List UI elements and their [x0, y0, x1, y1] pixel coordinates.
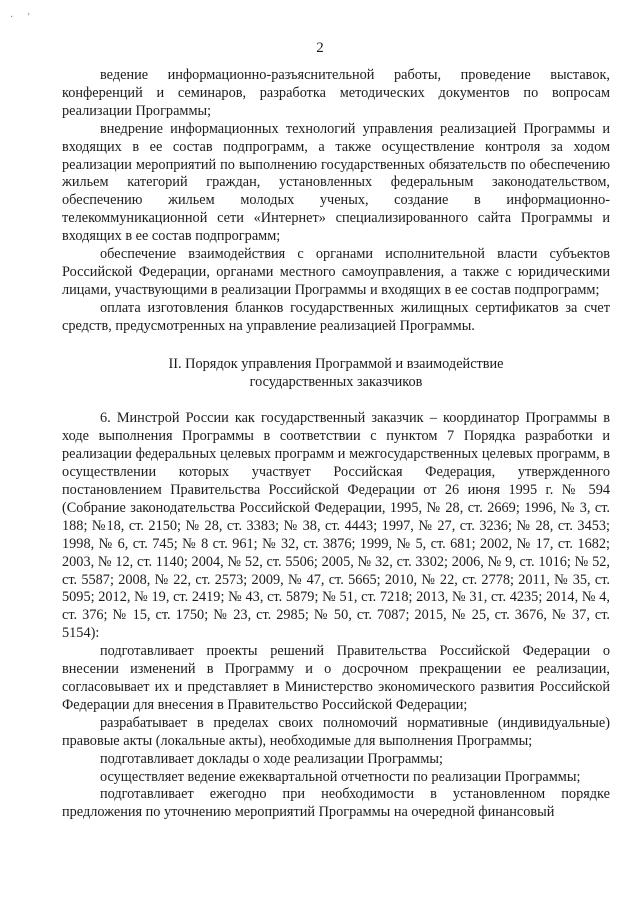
paragraph-legal-acts: разрабатывает в пределах своих полномочий нормативные (индивидуальные) правовые акты (локальные акты), необходимые для выполнения Программы; — [62, 714, 610, 749]
document-body — [62, 67, 610, 822]
paragraph-quarterly-reporting: осуществляет ведение ежеквартальной отчетности по реализации Программы; — [100, 768, 581, 785]
paragraph-draft-decisions: подготавливает проекты решений Правительства Российской Федерации о внесении изменений в Программу и о досрочном прекращении ее реализации, согласовывает их и представляет в Министерство экономического развития Российской Федерации для внесения в Правительство Российской Федерации; — [62, 643, 610, 713]
paragraph-info-work: ведение информационно-разъяснительной работы, проведение выставок, конференций и семинаров, разработка методических документов по вопросам реализации Программы; — [62, 67, 610, 119]
paragraph-annual-proposals: подготавливает ежегодно при необходимости в установленном порядке предложения по уточнению мероприятий Программы на очередной финансовый — [62, 786, 610, 821]
paragraph-interaction: обеспечение взаимодействия с органами исполнительной власти субъектов Российской Федерации, органами местного самоуправления, а также с юридическими лицами, участвующими в реализации Программы и входящих в ее состав подпрограмм; — [62, 246, 610, 298]
section-heading — [62, 356, 610, 392]
scan-marks: · ' — [10, 12, 36, 23]
section-heading-line-1: II. Порядок управления Программой и взаимодействие — [168, 355, 504, 372]
paragraph-progress-reports: подготавливает доклады о ходе реализации Программы; — [100, 750, 443, 767]
page-number: 2 — [316, 40, 324, 56]
paragraph-it-implementation: внедрение информационных технологий управления реализацией Программы и входящих в ее состав подпрограмм, а также осуществление контроля за ходом реализации мероприятий по выполнению государственных обязательств по обеспечению жильем категорий граждан, установленных федеральным законодательством, обеспечению жильем молодых ученых, создание в информационно-телекоммуникационной сети «Интернет» специализированного сайта Программы и входящих в ее состав подпрограмм; — [62, 120, 610, 245]
paragraph-item-6: 6. Минстрой России как государственный заказчик – координатор Программы в ходе выполнения Программы в соответствии с пунктом 7 Порядка разработки и реализации федеральных целевых программ и межгосударственных целевых программ, в осуществлении которых участвует Российская Федерация, утвержденного постановлением Правительства Российской Федерации от 26 июня 1995 г. № 594 (Собрание законодательства Российской Федерации, 1995, № 28, ст. 2669; 1996, № 3, ст. 188; №18, ст. 2150; № 28, ст. 3383; № 38, ст. 4443; 1997, № 27, ст. 3236; № 28, ст. 3453; 1998, № 6, ст. 745; № 8 ст. 961; № 32, ст. 3876; 1999, № 5, ст. 681; 2002, № 17, ст. 1682; 2003, № 12, ст. 1140; 2004, № 52, ст. 5506; 2005, № 32, ст. 3302; 2006, № 9, ст. 1016; № 52, ст. 5587; 2008, № 22, ст. 2573; 2009, № 47, ст. 5665; 2010, № 22, ст. 2778; 2011, № 35, ст. 5095; 2012, № 19, ст. 2419; № 43, ст. 5879; № 51, ст. 7218; 2013, № 31, ст. 4235; 2014, № 4, ст. 376; № 15, ст. 1750; № 23, ст. 2985; № 50, ст. 7087; 2015, № 25, ст. 3676, № 37, ст. 5154): — [62, 410, 610, 642]
section-heading-line-2: государственных заказчиков — [249, 373, 423, 390]
paragraph-certificates-payment: оплата изготовления бланков государственных жилищных сертификатов за счет средств, предусмотренных на управление реализацией Программы. — [62, 299, 610, 334]
